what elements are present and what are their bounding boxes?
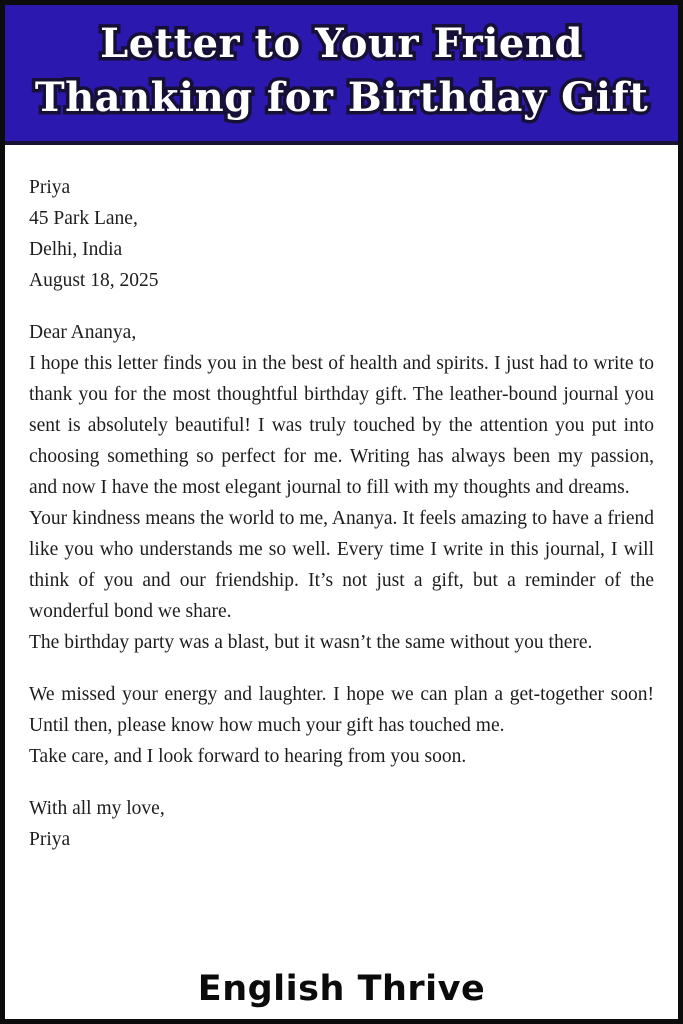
- sender-address-line-2: Delhi, India: [29, 239, 123, 260]
- closing-line: With all my love,: [29, 798, 165, 819]
- footer: [5, 969, 678, 1019]
- page-title-line-2: Thanking for Birthday Gift: [34, 74, 649, 122]
- sender-address-line-1: 45 Park Lane,: [29, 208, 138, 229]
- letter-paragraph: We missed your energy and laughter. I hope we can plan a get-together soon! Until then, please know how much your gift has touched me.: [29, 684, 654, 736]
- salutation: Dear Ananya,: [29, 322, 137, 343]
- letter-paragraph: I hope this letter finds you in the best of health and spirits. I just had to write to thank you for the most thoughtful birthday gift. The leather-bound journal you sent is absolutely beautiful! I was truly touched by the attention you put into choosing something so perfect for me. Writing has always been my passion, and now I have the most elegant journal to fill with my thoughts and dreams.: [29, 353, 654, 498]
- page-title-line-1: Letter to Your Friend: [100, 19, 583, 67]
- sender-name: Priya: [29, 177, 71, 198]
- letter-paragraph: Take care, and I look forward to hearing from you soon.: [29, 746, 467, 767]
- letter-date: August 18, 2025: [29, 270, 159, 291]
- title-banner: [5, 5, 678, 145]
- letter-paragraph: Your kindness means the world to me, Ananya. It feels amazing to have a friend like you who understands me so well. Every time I write in this journal, I will think of you and our friendship. It’s not just a gift, but a reminder of the wonderful bond we share.: [29, 508, 654, 622]
- brand-name: English Thrive: [197, 969, 486, 1009]
- letter-paragraph: The birthday party was a blast, but it wasn’t the same without you there.: [29, 632, 593, 653]
- signature-name: Priya: [29, 829, 71, 850]
- letter-body: [5, 145, 678, 969]
